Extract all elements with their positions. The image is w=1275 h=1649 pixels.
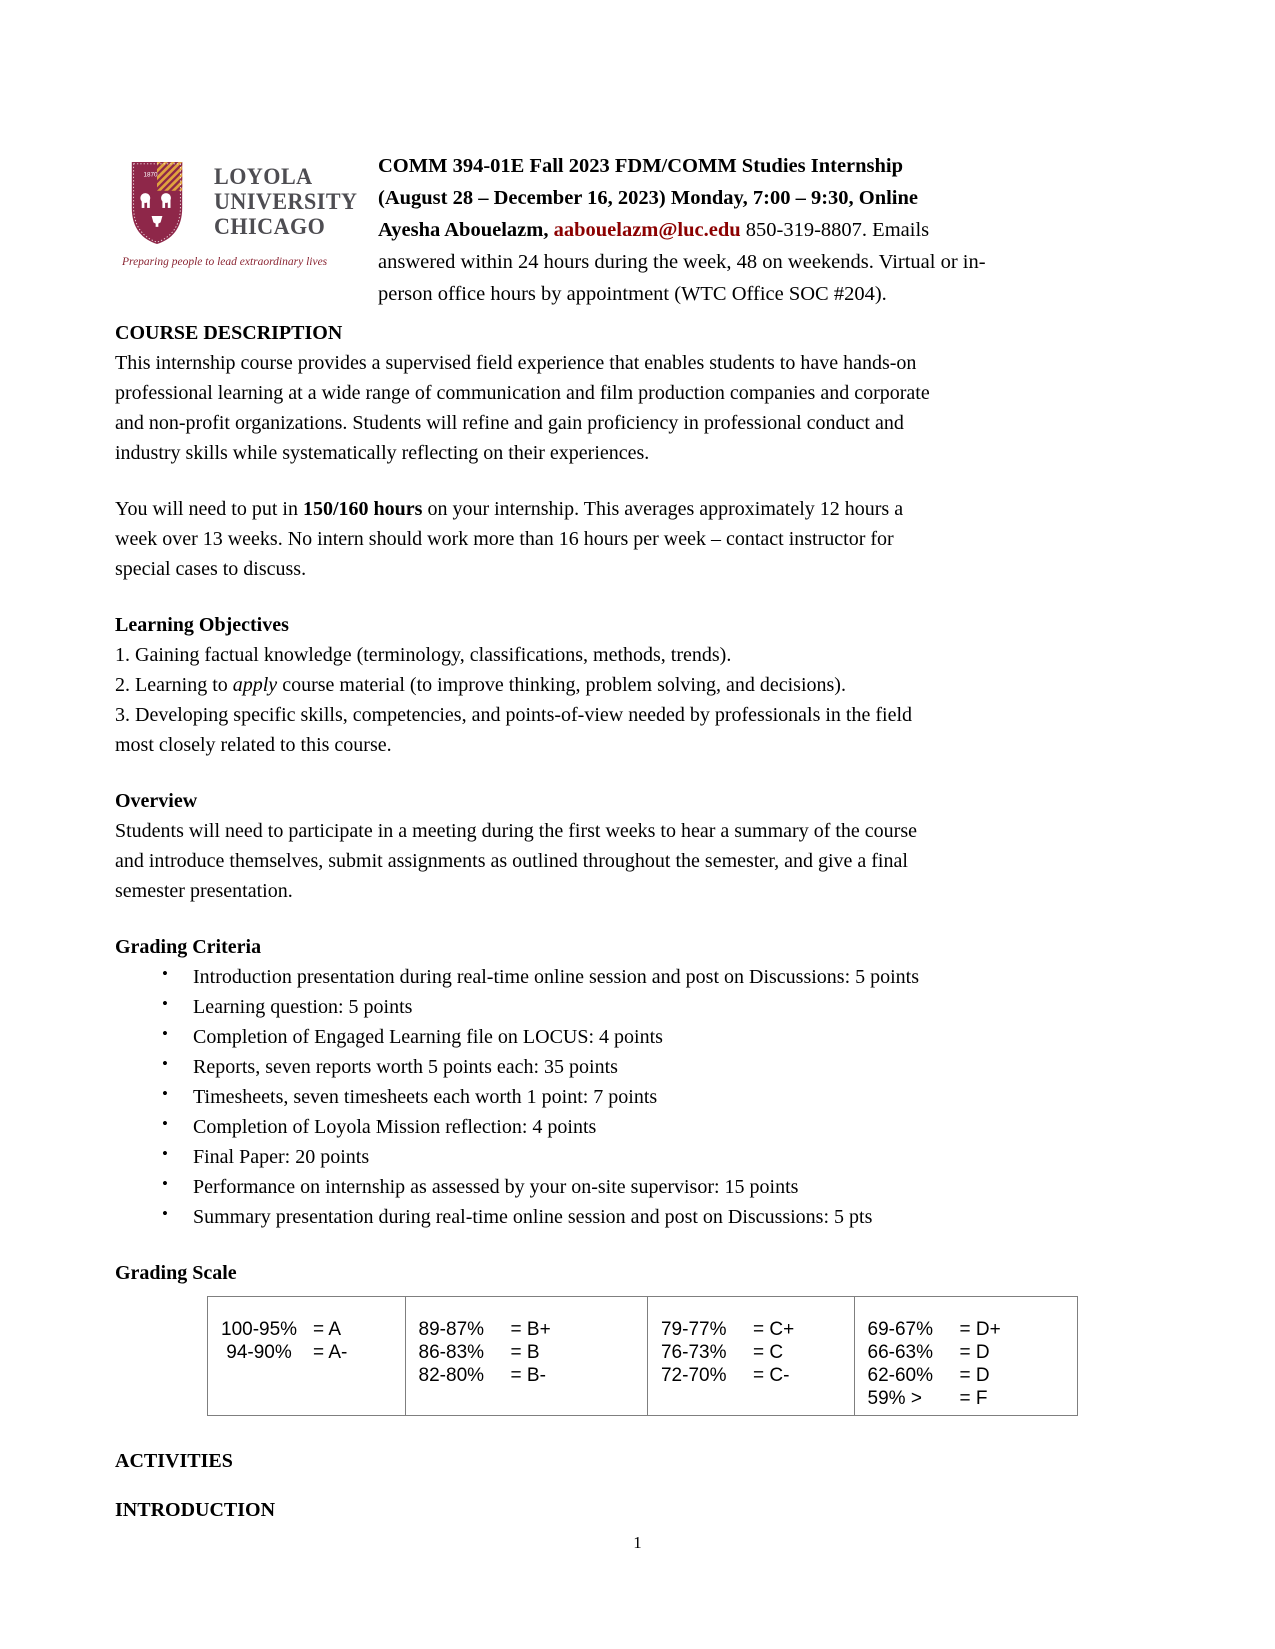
course-description-heading: COURSE DESCRIPTION bbox=[115, 322, 343, 344]
grading-criteria-item: • Summary presentation during real-time online session and post on Discussions: 5 pts bbox=[115, 1202, 1163, 1232]
grade-range: 59% > bbox=[867, 1388, 922, 1409]
grading-criteria-item: • Introduction presentation during real-time online session and post on Discussions: 5 points bbox=[115, 962, 1163, 992]
grade-scale-row bbox=[661, 1364, 854, 1387]
document-body bbox=[115, 318, 1163, 1525]
text-segment: apply bbox=[232, 674, 278, 696]
introduction-heading: INTRODUCTION bbox=[115, 1499, 276, 1521]
text-line bbox=[378, 278, 1118, 310]
text-segment: 150/160 hours bbox=[302, 498, 423, 520]
grading-criteria-section bbox=[115, 932, 1163, 1232]
learning-objectives-section bbox=[115, 610, 1163, 760]
grade-range: 94-90% bbox=[221, 1342, 292, 1363]
grade-letter: = D bbox=[959, 1342, 990, 1363]
text-segment: 2. Learning to bbox=[115, 674, 233, 696]
overview-text bbox=[115, 816, 1163, 906]
grade-scale-column bbox=[854, 1297, 1077, 1415]
course-description-text bbox=[115, 348, 1163, 468]
grade-range: 66-63% bbox=[867, 1342, 934, 1363]
grade-range: 62-60% bbox=[867, 1365, 934, 1386]
instructor-email-link[interactable]: aabouelazm@luc.edu bbox=[553, 219, 741, 241]
grade-range: 76-73% bbox=[660, 1342, 727, 1363]
grading-scale-heading: Grading Scale bbox=[115, 1262, 237, 1284]
learning-objectives-heading: Learning Objectives bbox=[115, 614, 289, 636]
page-number: 1 bbox=[633, 1533, 642, 1552]
text-segment: You will need to put in bbox=[115, 498, 303, 520]
text-segment: (August 28 – December 16, 2023) Monday, 7:00 – 9:30, Online bbox=[378, 187, 919, 209]
grading-criteria-item: • Performance on internship as assessed by your on-site supervisor: 15 points bbox=[115, 1172, 1163, 1202]
text-segment: professional learning at a wide range of communication and film production companies and corporate bbox=[115, 382, 930, 404]
text-segment: semester presentation. bbox=[115, 880, 293, 902]
grade-range: 79-77% bbox=[660, 1319, 727, 1340]
text-segment: most closely related to this course. bbox=[115, 734, 392, 756]
text-line bbox=[378, 246, 1118, 278]
grading-criteria-heading: Grading Criteria bbox=[115, 936, 262, 958]
university-wordmark bbox=[214, 164, 357, 239]
text-line bbox=[378, 182, 1118, 214]
grade-scale-row bbox=[419, 1364, 647, 1387]
grading-scale-table bbox=[207, 1296, 1078, 1416]
text-segment: Students will need to participate in a meeting during the first weeks to hear a summary of the course bbox=[115, 820, 917, 842]
grade-range: 86-83% bbox=[418, 1342, 485, 1363]
text-line bbox=[115, 670, 1163, 700]
grade-scale-column bbox=[208, 1297, 405, 1415]
learning-objectives-list bbox=[115, 640, 1163, 760]
text-segment: 1. Gaining factual knowledge (terminology, classifications, methods, trends). bbox=[115, 644, 732, 666]
grade-scale-row bbox=[419, 1341, 647, 1364]
text-line bbox=[378, 214, 1118, 246]
grade-scale-row bbox=[419, 1318, 647, 1341]
grade-range: 100-95% bbox=[221, 1319, 298, 1340]
grade-scale-row bbox=[661, 1318, 854, 1341]
grade-letter: = B+ bbox=[510, 1319, 551, 1340]
grading-criteria-item: • Completion of Loyola Mission reflection: 4 points bbox=[115, 1112, 1163, 1142]
grading-criteria-list bbox=[115, 962, 1163, 1232]
grade-scale-column bbox=[647, 1297, 854, 1415]
text-line bbox=[115, 730, 1163, 760]
text-line bbox=[115, 408, 1163, 438]
text-line bbox=[115, 524, 1163, 554]
grading-criteria-item: • Final Paper: 20 points bbox=[115, 1142, 1163, 1172]
grade-letter: = B bbox=[510, 1342, 540, 1363]
grade-scale-row bbox=[868, 1318, 1077, 1341]
overview-section bbox=[115, 786, 1163, 906]
text-line bbox=[115, 438, 1163, 468]
grade-letter: = D bbox=[959, 1365, 990, 1386]
text-line bbox=[115, 700, 1163, 730]
text-line bbox=[115, 816, 1163, 846]
grading-criteria-item: • Timesheets, seven timesheets each worth 1 point: 7 points bbox=[115, 1082, 1163, 1112]
course-header bbox=[378, 150, 1118, 310]
text-segment: 850-319-8807. Emails bbox=[740, 219, 930, 241]
grade-range: 72-70% bbox=[660, 1365, 727, 1386]
grade-scale-row bbox=[868, 1364, 1077, 1387]
grade-scale-row bbox=[221, 1341, 405, 1364]
text-line bbox=[115, 846, 1163, 876]
text-segment: course material (to improve thinking, problem solving, and decisions). bbox=[277, 674, 846, 696]
grade-letter: = D+ bbox=[959, 1319, 1001, 1340]
text-segment: on your internship. This averages approximately 12 hours a bbox=[422, 498, 904, 520]
grade-scale-column bbox=[405, 1297, 647, 1415]
text-segment: special cases to discuss. bbox=[115, 558, 307, 580]
grade-range: 82-80% bbox=[418, 1365, 485, 1386]
activities-heading: ACTIVITIES bbox=[115, 1450, 233, 1472]
grade-letter: = A- bbox=[313, 1342, 348, 1363]
text-line bbox=[378, 150, 1118, 182]
wordmark-line: CHICAGO bbox=[214, 214, 326, 239]
text-line bbox=[115, 554, 1163, 584]
text-segment: 3. Developing specific skills, competencies, and points-of-view needed by professionals in the field bbox=[115, 704, 913, 726]
founding-year-text: 1870 bbox=[143, 171, 158, 179]
grade-scale-row bbox=[221, 1318, 405, 1341]
grade-scale-row bbox=[868, 1341, 1077, 1364]
grading-criteria-item: • Reports, seven reports worth 5 points each: 35 points bbox=[115, 1052, 1163, 1082]
university-tagline: Preparing people to lead extraordinary lives bbox=[122, 256, 328, 268]
text-line bbox=[115, 378, 1163, 408]
grading-criteria-item: • Completion of Engaged Learning file on LOCUS: 4 points bbox=[115, 1022, 1163, 1052]
text-segment: This internship course provides a supervised field experience that enables students to have hands-on bbox=[115, 352, 917, 374]
grading-scale-section bbox=[115, 1258, 1163, 1416]
hours-paragraph bbox=[115, 494, 1163, 584]
text-segment: answered within 24 hours during the week, 48 on weekends. Virtual or in- bbox=[378, 251, 986, 273]
text-line bbox=[115, 348, 1163, 378]
text-line bbox=[115, 494, 1163, 524]
grade-letter: = B- bbox=[510, 1365, 546, 1386]
text-segment: and non-profit organizations. Students will refine and gain proficiency in professional conduct and bbox=[115, 412, 904, 434]
overview-heading: Overview bbox=[115, 790, 198, 812]
grade-letter: = C bbox=[752, 1342, 784, 1363]
loyola-shield-icon bbox=[130, 160, 184, 246]
text-segment: COMM 394-01E Fall 2023 FDM/COMM Studies Internship bbox=[378, 155, 904, 177]
grade-letter: = C- bbox=[752, 1365, 790, 1386]
course-description-section bbox=[115, 318, 1163, 468]
text-segment: Ayesha Abouelazm, bbox=[378, 219, 554, 241]
text-segment: person office hours by appointment (WTC Office SOC #204). bbox=[378, 283, 887, 305]
grade-letter: = C+ bbox=[752, 1319, 795, 1340]
grade-letter: = F bbox=[959, 1388, 988, 1409]
grading-criteria-item: • Learning question: 5 points bbox=[115, 992, 1163, 1022]
text-segment: and introduce themselves, submit assignments as outlined throughout the semester, and give a final bbox=[115, 850, 908, 872]
grade-letter: = A bbox=[313, 1319, 341, 1340]
text-segment: week over 13 weeks. No intern should work more than 16 hours per week – contact instructor for bbox=[115, 528, 894, 550]
wordmark-line: UNIVERSITY bbox=[214, 189, 358, 214]
grade-scale-row bbox=[868, 1387, 1077, 1410]
text-line bbox=[115, 640, 1163, 670]
text-segment: industry skills while systematically reflecting on their experiences. bbox=[115, 442, 650, 464]
grade-range: 89-87% bbox=[418, 1319, 485, 1340]
grade-range: 69-67% bbox=[867, 1319, 934, 1340]
wordmark-line: LOYOLA bbox=[214, 164, 313, 189]
grade-scale-row bbox=[661, 1341, 854, 1364]
text-line bbox=[115, 876, 1163, 906]
